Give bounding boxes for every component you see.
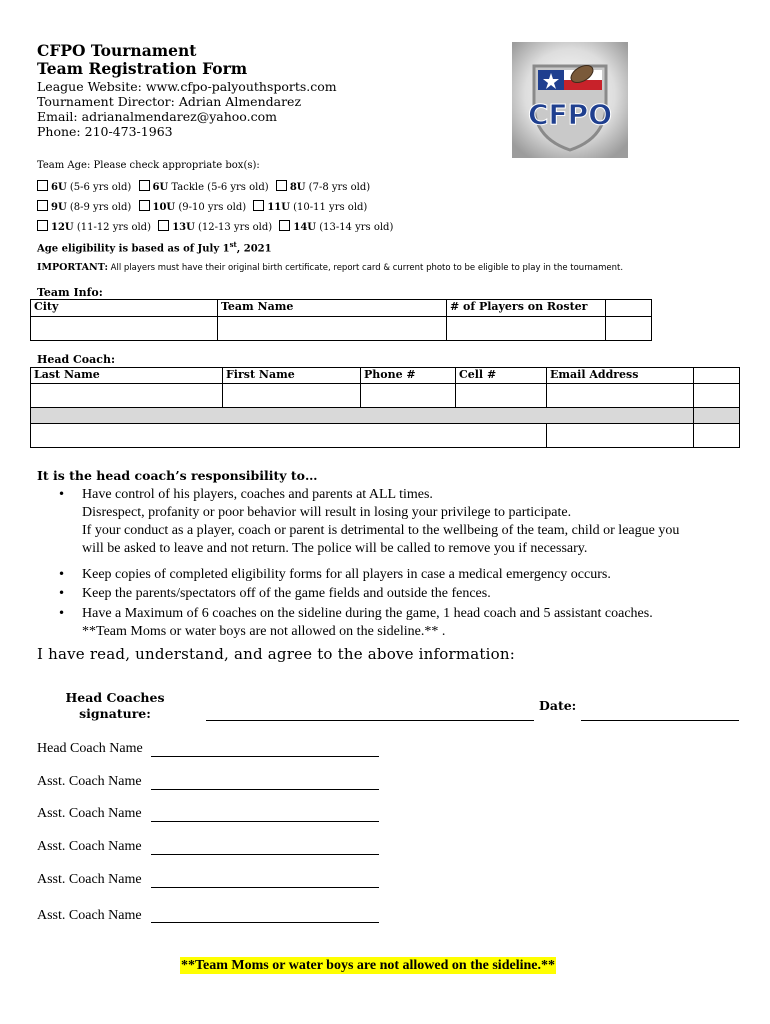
age-option[interactable]: 6U Tackle (5-6 yrs old) bbox=[139, 182, 269, 193]
age-option[interactable]: 13U (12-13 yrs old) bbox=[158, 222, 272, 233]
col-city: City bbox=[31, 300, 218, 317]
asst-coach-name-line[interactable] bbox=[151, 908, 379, 923]
tournament-director: Tournament Director: Adrian Almendarez bbox=[37, 94, 302, 109]
col-extra bbox=[694, 368, 740, 384]
age-row-1 bbox=[37, 180, 374, 193]
checkbox-14u[interactable] bbox=[279, 220, 290, 231]
table-header-row bbox=[31, 368, 740, 384]
asst-coach-name-label: Asst. Coach Name bbox=[37, 908, 142, 923]
age-option[interactable]: 11U (10-11 yrs old) bbox=[253, 202, 367, 213]
bullet-3: Keep the parents/spectators off of the game fields and outside the fences. bbox=[82, 586, 491, 601]
bullet-1: Have control of his players, coaches and parents at ALL times. Disrespect, profanity or poor behavior will result in losing your privilege to participate. If your conduct as a player, coach or parent is detrimental to the wellbeing of the team, child or league you will be asked to leave and not return. The police will be called to remove you if necessary. bbox=[82, 487, 680, 556]
age-option[interactable]: 12U (11-12 yrs old) bbox=[37, 222, 151, 233]
col-phone: Phone # bbox=[361, 368, 456, 384]
checkbox-6u-tackle[interactable] bbox=[139, 180, 150, 191]
form-title-line1: CFPO Tournament bbox=[37, 41, 197, 60]
checkbox-9u[interactable] bbox=[37, 200, 48, 211]
checkbox-8u[interactable] bbox=[276, 180, 287, 191]
logo-text: CFPO bbox=[528, 98, 612, 131]
col-email: Email Address bbox=[547, 368, 694, 384]
asst-coach-name-label: Asst. Coach Name bbox=[37, 839, 142, 854]
team-info-heading: Team Info: bbox=[37, 286, 103, 299]
phone-cell[interactable] bbox=[361, 384, 456, 408]
checkbox-13u[interactable] bbox=[158, 220, 169, 231]
extra-input-cell[interactable] bbox=[606, 317, 652, 341]
first-name-cell[interactable] bbox=[223, 384, 361, 408]
checkbox-10u[interactable] bbox=[139, 200, 150, 211]
last-name-cell[interactable] bbox=[31, 384, 223, 408]
important-note: IMPORTANT: All players must have their original birth certificate, report card & current photo to be eligible to play in the tournament. bbox=[37, 262, 624, 273]
date-line[interactable] bbox=[581, 705, 739, 721]
asst-coach-name-line[interactable] bbox=[151, 775, 379, 790]
col-players: # of Players on Roster bbox=[447, 300, 606, 317]
col-cell: Cell # bbox=[456, 368, 547, 384]
bullet-icon: • bbox=[58, 567, 66, 581]
age-option[interactable]: 10U (9-10 yrs old) bbox=[139, 202, 247, 213]
bullet-icon: • bbox=[58, 586, 66, 600]
table-row[interactable] bbox=[31, 408, 740, 424]
row3-email-cell[interactable] bbox=[547, 424, 694, 448]
col-team-name: Team Name bbox=[218, 300, 447, 317]
bullet-4: Have a Maximum of 6 coaches on the sideline during the game, 1 head coach and 5 assistant coaches. **Team Moms or water boys are not allowed on the sideline.** . bbox=[82, 606, 653, 639]
col-extra bbox=[606, 300, 652, 317]
checkbox-12u[interactable] bbox=[37, 220, 48, 231]
asst-coach-name-label: Asst. Coach Name bbox=[37, 872, 142, 887]
form-title-line2: Team Registration Form bbox=[37, 59, 248, 78]
age-eligibility-note: Age eligibility is based as of July 1st, 2021 bbox=[37, 240, 272, 255]
table-row[interactable] bbox=[31, 424, 740, 448]
responsibility-heading: It is the head coach’s responsibility to… bbox=[37, 468, 318, 483]
shaded-extra-cell[interactable] bbox=[694, 408, 740, 424]
bullet-2: Keep copies of completed eligibility forms for all players in case a medical emergency occurs. bbox=[82, 567, 611, 582]
table-header-row bbox=[31, 300, 652, 317]
asst-coach-name-line[interactable] bbox=[151, 807, 379, 822]
head-coach-name-line[interactable] bbox=[151, 742, 379, 757]
footer-notice: **Team Moms or water boys are not allowed on the sideline.** bbox=[181, 958, 555, 973]
table-row[interactable] bbox=[31, 384, 740, 408]
head-coach-table bbox=[30, 367, 740, 448]
row3-extra-cell[interactable] bbox=[694, 424, 740, 448]
cfpo-logo bbox=[512, 42, 628, 158]
head-coach-heading: Head Coach: bbox=[37, 353, 116, 366]
col-first-name: First Name bbox=[223, 368, 361, 384]
director-email: Email: adrianalmendarez@yahoo.com bbox=[37, 109, 277, 124]
age-option[interactable]: 9U (8-9 yrs old) bbox=[37, 202, 131, 213]
bullet-icon: • bbox=[58, 487, 66, 501]
city-input-cell[interactable] bbox=[31, 317, 218, 341]
head-coach-name-label: Head Coach Name bbox=[37, 741, 143, 756]
asst-coach-name-line[interactable] bbox=[151, 840, 379, 855]
director-phone: Phone: 210-473-1963 bbox=[37, 124, 173, 139]
asst-coach-name-label: Asst. Coach Name bbox=[37, 774, 142, 789]
agreement-statement: I have read, understand, and agree to the above information: bbox=[37, 645, 515, 663]
asst-coach-name-label: Asst. Coach Name bbox=[37, 806, 142, 821]
league-website: League Website: www.cfpo-palyouthsports.com bbox=[37, 79, 337, 94]
checkbox-6u[interactable] bbox=[37, 180, 48, 191]
age-row-2 bbox=[37, 200, 371, 213]
email-cell[interactable] bbox=[547, 384, 694, 408]
age-row-3 bbox=[37, 220, 397, 233]
col-last-name: Last Name bbox=[31, 368, 223, 384]
team-name-input-cell[interactable] bbox=[218, 317, 447, 341]
signature-line[interactable] bbox=[206, 705, 534, 721]
table-row[interactable] bbox=[31, 317, 652, 341]
age-option[interactable]: 8U (7-8 yrs old) bbox=[276, 182, 370, 193]
checkbox-11u[interactable] bbox=[253, 200, 264, 211]
cell-cell[interactable] bbox=[456, 384, 547, 408]
date-label: Date: bbox=[539, 698, 577, 713]
bullet-icon: • bbox=[58, 606, 66, 620]
team-info-table bbox=[30, 299, 652, 341]
team-age-prompt: Team Age: Please check appropriate box(s): bbox=[37, 160, 260, 171]
players-input-cell[interactable] bbox=[447, 317, 606, 341]
age-option[interactable]: 6U (5-6 yrs old) bbox=[37, 182, 131, 193]
age-option[interactable]: 14U (13-14 yrs old) bbox=[279, 222, 393, 233]
shaded-cell[interactable] bbox=[31, 408, 694, 424]
signature-label: Head Coaches signature: bbox=[65, 690, 165, 721]
asst-coach-name-line[interactable] bbox=[151, 873, 379, 888]
row3-cell[interactable] bbox=[31, 424, 547, 448]
extra-cell[interactable] bbox=[694, 384, 740, 408]
